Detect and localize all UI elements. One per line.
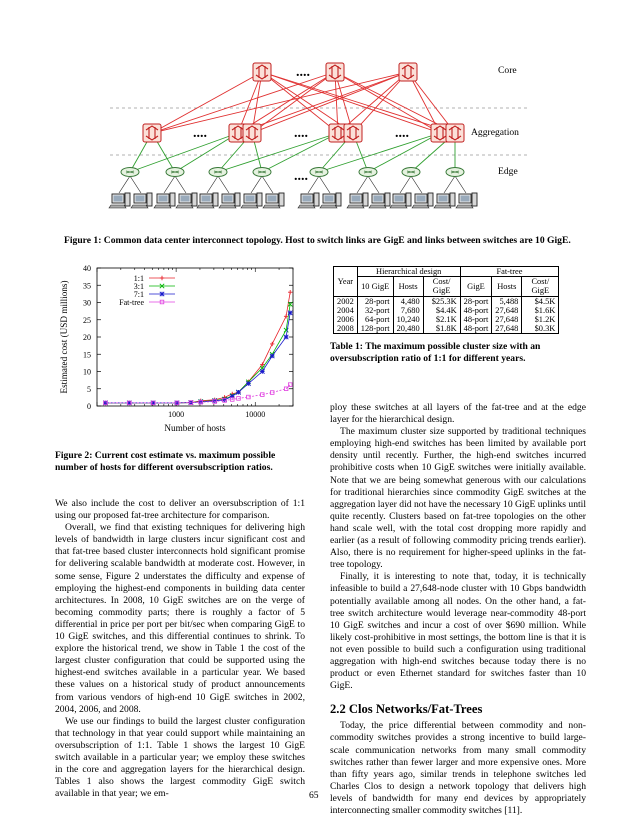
right-p3: Finally, it is interesting to note that, today, it is technically infeasible to build a 27,648-node cluster with 10 Gbps bandwidth potentially available among all nodes. On the other hand, a fat-tree switch architecture would leverage near-commodity 48-port 10 GigE switches and incur a cost of over $690 million. While likely cost-prohibitive in most settings, the bottom line is that it is not even possible to build such a configuration using traditional aggregation with high-end switches because today there is no product or even Ethernet standard for switches faster than 10 GigE. — [330, 571, 586, 692]
y-tick-label: 15 — [83, 350, 91, 360]
edge-switch-icon — [209, 168, 227, 177]
series-line — [106, 292, 291, 403]
table-cell: 2008 — [334, 324, 358, 334]
y-tick-label: 10 — [83, 367, 91, 377]
data-point — [288, 290, 292, 294]
table1 — [333, 266, 559, 334]
host-link — [164, 176, 175, 193]
host-link — [130, 176, 141, 193]
y-tick-label: 30 — [83, 298, 91, 308]
edge-switch-icon — [166, 168, 184, 177]
data-point — [246, 381, 250, 385]
right-p1: ploy these switches at all layers of the fat-tree and at the edge layer for the hierarchical design. — [330, 402, 586, 426]
table-row — [334, 324, 559, 334]
right-p2: The maximum cluster size supported by traditional techniques employing high-end switches has been limited by available port density until recently. Further, the high-end switches incurred prohibitive costs when 10 GigE switches were initially available. Note that we are being somewhat generous with our calculations for traditional hierarchies since commodity GigE switches at the aggregation layer did not have the necessary 10 GigE uplinks until quite recently. Clusters based on fat-tree topologies on the other hand scale well, with the total cost dropping more rapidly and earlier (as a result of following commodity pricing trends earlier). Also, there is no requirement for higher-speed uplinks in the fat-tree topology. — [330, 426, 586, 571]
host-computer-icon — [434, 193, 455, 208]
table-cell: 28-port — [357, 296, 393, 306]
table-cell: 128-port — [357, 324, 393, 334]
host-link — [368, 176, 379, 193]
table1-caption: Table 1: The maximum possible cluster size with an oversubscription ratio of 1:1 for different years. — [330, 341, 541, 365]
legend-label: 7:1 — [133, 290, 144, 299]
host-link — [400, 176, 411, 193]
left-p3: We use our findings to build the largest cluster configuration that technology in that year could support while maintaining an oversubscription of 1:1. Table 1 shows the largest 10 GigE switch available in a particular year; we employ these switches in the core and aggregation layers for the hierarchical design. Tables 1 also shows the largest commodity GigE switch available in that year; we em- — [55, 715, 305, 800]
table-cell: 48-port — [460, 324, 492, 334]
table-cell: $1.8K — [423, 324, 460, 334]
edge-switch-icon — [253, 168, 271, 177]
table-row — [334, 315, 559, 324]
host-computer-icon — [456, 193, 477, 208]
data-point — [160, 276, 164, 280]
table-cell: $0.3K — [522, 324, 559, 334]
host-computer-icon — [369, 193, 390, 208]
legend-label: 3:1 — [133, 282, 144, 291]
aggregation-switch-icon — [446, 124, 464, 142]
edge-switch-icon — [121, 168, 139, 177]
table-cell: $25.3K — [423, 296, 460, 306]
legend-label: 1:1 — [133, 274, 144, 283]
aggregation-switch-icon — [143, 124, 161, 142]
left-p1: We also include the cost to deliver an oversubscription of 1:1 using our proposed fat-tree architecture for comparison. — [55, 498, 305, 522]
table-cell: 2006 — [334, 315, 358, 324]
host-computer-icon — [320, 193, 341, 208]
host-computer-icon — [131, 193, 152, 208]
table-cell: 20,480 — [393, 324, 423, 334]
series-line — [106, 385, 291, 403]
label-aggregation: Aggregation — [471, 127, 519, 138]
y-tick-label: 40 — [83, 264, 91, 273]
data-point — [284, 335, 288, 339]
host-computer-icon — [347, 193, 368, 208]
edge-dots: .... — [294, 169, 308, 184]
host-link — [319, 176, 330, 193]
aggregation-switch-icon — [344, 124, 362, 142]
y-tick-label: 35 — [83, 281, 91, 291]
host-link — [207, 176, 218, 193]
host-computer-icon — [176, 193, 197, 208]
table-cell: 7,680 — [393, 306, 423, 315]
table-cell: $2.1K — [423, 315, 460, 324]
right-p4: Today, the price differential between commodity and non-commodity switches provides a strong incentive to build large-scale communication networks from many small commodity switches rather than fewer larger and more expensive ones. More than fifty years ago, similar trends in telephone switches led Charles Clos to design a network topology that delivers high levels of bandwidth for many end devices by appropriately interconnecting smaller commodity switches [11]. — [330, 720, 586, 816]
col-hosts-f: Hosts — [492, 277, 522, 296]
host-link — [308, 176, 319, 193]
edge-switch-icon — [402, 168, 420, 177]
host-computer-icon — [298, 193, 319, 208]
col-10gige: 10 GigE — [357, 277, 393, 296]
figure1-caption: Figure 1: Common data center interconnect topology. Host to switch links are GigE and links between switches are 10 GigE. — [64, 235, 571, 246]
x-axis-label: Number of hosts — [164, 423, 226, 433]
host-computer-icon — [241, 193, 262, 208]
data-point — [288, 311, 292, 315]
section-heading: 2.2 Clos Networks/Fat-Trees — [330, 702, 483, 717]
host-link — [175, 176, 186, 193]
table-cell: 48-port — [460, 315, 492, 324]
host-link — [455, 176, 466, 193]
col-gige: GigE — [460, 277, 492, 296]
table-cell: 32-port — [357, 306, 393, 315]
group-hierarchical: Hierarchical design — [357, 267, 460, 277]
host-link — [411, 176, 422, 193]
data-point — [160, 292, 164, 296]
edge-switch-icon — [446, 168, 464, 177]
cost-chart — [55, 258, 305, 440]
data-point — [270, 342, 274, 346]
table-cell: 27,648 — [492, 306, 522, 315]
data-point — [260, 369, 264, 373]
core-switch-icon — [399, 63, 417, 81]
host-link — [119, 176, 130, 193]
legend-label: Fat-tree — [119, 298, 144, 307]
right-column — [330, 402, 586, 817]
topology-figure — [0, 0, 638, 232]
series-line — [106, 304, 291, 403]
core-dots: .... — [296, 65, 310, 80]
y-tick-label: 5 — [87, 384, 91, 394]
table-cell: 48-port — [460, 306, 492, 315]
data-point — [236, 390, 240, 394]
host-link — [218, 176, 229, 193]
label-edge: Edge — [498, 166, 518, 177]
y-axis-label: Estimated cost (USD millions) — [59, 280, 69, 394]
x-tick-label: 1000 — [168, 410, 185, 419]
table-cell: 4,480 — [393, 296, 423, 306]
core-agg-link — [152, 72, 408, 133]
host-link — [251, 176, 262, 193]
table-cell: $1.6K — [522, 306, 559, 315]
col-hosts-h: Hosts — [393, 277, 423, 296]
core-switch-icon — [326, 63, 344, 81]
left-column — [55, 498, 305, 800]
series-line — [106, 313, 291, 403]
agg-dots-3: .... — [395, 126, 409, 141]
col-cost-f: Cost/ GigE — [522, 277, 559, 296]
host-computer-icon — [412, 193, 433, 208]
edge-switch-icon — [310, 168, 328, 177]
label-core: Core — [498, 65, 517, 76]
table-cell: $1.2K — [522, 315, 559, 324]
y-tick-label: 25 — [83, 315, 91, 325]
aggregation-switch-icon — [243, 124, 261, 142]
host-computer-icon — [154, 193, 175, 208]
host-link — [444, 176, 455, 193]
table-cell: 5,488 — [492, 296, 522, 306]
table-cell: 10,240 — [393, 315, 423, 324]
edge-switch-icon — [359, 168, 377, 177]
plot-frame — [97, 268, 293, 406]
x-tick-label: 10000 — [245, 410, 266, 419]
table-cell: 27,648 — [492, 324, 522, 334]
table-cell: 64-port — [357, 315, 393, 324]
table-row — [334, 306, 559, 315]
table-row — [334, 296, 559, 306]
table-cell: $4.4K — [423, 306, 460, 315]
core-switch-icon — [253, 63, 271, 81]
host-computer-icon — [263, 193, 284, 208]
page-number: 65 — [309, 790, 319, 801]
y-tick-label: 0 — [87, 402, 91, 411]
table-cell: 28-port — [460, 296, 492, 306]
host-computer-icon — [390, 193, 411, 208]
col-cost-h: Cost/ GigE — [423, 277, 460, 296]
host-link — [262, 176, 273, 193]
table-cell: 2002 — [334, 296, 358, 306]
host-computer-icon — [219, 193, 240, 208]
data-point — [270, 354, 274, 358]
agg-dots-1: .... — [193, 126, 207, 141]
table-cell: 2004 — [334, 306, 358, 315]
agg-dots-2: .... — [294, 126, 308, 141]
host-computer-icon — [197, 193, 218, 208]
host-link — [357, 176, 368, 193]
host-computer-icon — [109, 193, 130, 208]
y-tick-label: 20 — [83, 333, 91, 342]
col-year: Year — [334, 267, 358, 297]
table-cell: 27,648 — [492, 315, 522, 324]
left-p2: Overall, we find that existing techniques for delivering high levels of bandwidth in large clusters incur significant cost and that fat-tree based cluster interconnects hold significant promise for delivering scalable bandwidth at moderate cost. However, in some sense, Figure 2 understates the difficulty and expense of employing the highest-end components in building data center architectures. In 2008, 10 GigE switches are on the verge of becoming commodity parts; there is roughly a factor of 5 differential in price per port per bit/sec when comparing GigE to 10 GigE switches, and this differential continues to shrink. To explore the historical trend, we show in Table 1 the cost of the largest cluster configuration that could be supported using the highest-end switches available in a particular year. We based these values on a historical study of product announcements from various vendors of high-end 10 GigE switches in 2002, 2004, 2006, and 2008. — [55, 522, 305, 715]
group-fattree: Fat-tree — [460, 267, 559, 277]
figure2-caption: Figure 2: Current cost estimate vs. maximum possible number of hosts for different oversubscription ratios. — [55, 450, 276, 474]
table-cell: $4.5K — [522, 296, 559, 306]
